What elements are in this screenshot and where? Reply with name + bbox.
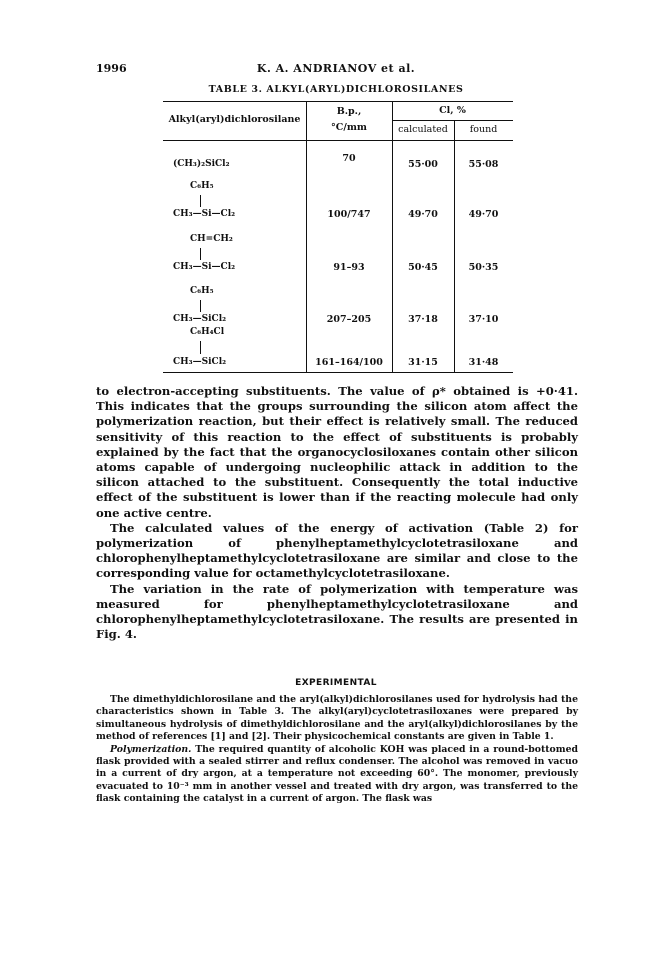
cl-found-value: 49·70 xyxy=(468,209,499,220)
formula-main: CH₃—SiCl₂ xyxy=(173,357,227,367)
cl-calculated-value: 55·00 xyxy=(408,159,438,170)
col-header-found: found xyxy=(469,124,498,135)
cl-found-value: 50·35 xyxy=(468,262,499,273)
formula-bond xyxy=(200,341,201,354)
formula-main: CH₃—SiCl₂ xyxy=(173,314,227,324)
section-heading: EXPERIMENTAL xyxy=(295,678,377,688)
cl-found-value: 31·48 xyxy=(468,357,499,368)
cl-calculated-value: 31·15 xyxy=(408,357,438,368)
body-paragraph: The variation in the rate of polymerization with temperature was measured for phenylheptamethylcyclotetrasiloxane and chlorophenylheptamethylcyclotetrasiloxane. The results are presented in Fig. 4. xyxy=(96,581,578,642)
table-top-rule xyxy=(163,101,513,102)
experimental-paragraph: The dimethyldichlorosilane and the aryl(alkyl)dichlorosilanes used for hydrolysis had the characteristics shown in Table 3. The alkyl(aryl)cyclotetrasiloxanes were prepared by simultaneous hydrolysis of dimethyldichlorosilane and the aryl(alkyl)dichlorosilanes by the method of references [1] and [2]. Their physicochemical constants are given in Table 1. xyxy=(96,694,578,743)
formula-bond xyxy=(200,195,201,207)
table-bottom-rule xyxy=(163,372,513,373)
formula-bond xyxy=(200,248,201,260)
table-col-rule-2 xyxy=(392,101,393,373)
page-header xyxy=(0,62,672,78)
formula-main: CH₃—Si—Cl₂ xyxy=(173,209,236,219)
col-header-bp-line2: °C/mm xyxy=(331,122,367,133)
bp-value: 207–205 xyxy=(326,314,372,325)
formula-substituent: C₆H₄Cl xyxy=(190,327,225,337)
formula-bond xyxy=(200,300,201,312)
formula-main: CH₃—Si—Cl₂ xyxy=(173,262,236,272)
bp-value: 100/747 xyxy=(327,209,371,220)
bp-value: 91–93 xyxy=(333,262,365,273)
body-paragraph: to electron-accepting substituents. The value of ρ* obtained is +0·41. This indicates that the groups surrounding the silicon atom affect the polymerization reaction, but their effect is relatively small. The reduced sensitivity of this reaction to the effect of substituents is probably explained by the fact that the organocyclosiloxanes contain other silicon atoms capable of undergoing nucleophilic attack in addition to the silicon attached to the substituent. Consequently the total inductive effect of the substituent is lower than if the reacting molecule had only one active centre. xyxy=(96,384,578,520)
cl-found-value: 37·10 xyxy=(468,314,499,325)
experimental-paragraph xyxy=(96,744,578,806)
col-header-compound: Alkyl(aryl)dichlorosilane xyxy=(168,114,301,125)
body-text xyxy=(96,384,578,642)
body-paragraph: The calculated values of the energy of activation (Table 2) for polymerization of phenylheptamethylcyclotetrasiloxane and chlorophenylheptamethylcyclotetrasiloxane are similar and close to the corresponding value for octamethylcyclotetrasiloxane. xyxy=(96,520,578,581)
data-table xyxy=(163,101,513,373)
cl-subheader-rule xyxy=(392,120,513,121)
experimental-paragraph-text: The required quantity of alcoholic KOH was placed in a round-bottomed flask provided with a sealed stirrer and reflux condenser. The alcohol was removed in vacuo in a current of dry argon, at a temperature not exceeding 60°. The monomer, previously evacuated to 10⁻³ mm in another vessel and treated with dry argon, was transferred to the flask containing the catalyst in a current of argon. The flask was xyxy=(96,743,578,805)
table-col-rule-3 xyxy=(454,120,455,373)
cl-calculated-value: 50·45 xyxy=(408,262,438,273)
formula-substituent: C₆H₅ xyxy=(190,181,214,191)
col-header-cl: Cl, % xyxy=(439,105,466,116)
formula-main: (CH₃)₂SiCl₂ xyxy=(173,159,230,169)
formula-substituent: CH=CH₂ xyxy=(190,234,233,244)
run-in-heading: Polymerization. xyxy=(110,743,192,755)
bp-value: 161–164/100 xyxy=(315,357,383,368)
table-header-rule xyxy=(163,140,513,141)
cl-calculated-value: 49·70 xyxy=(408,209,438,220)
formula-substituent: C₆H₅ xyxy=(190,286,214,296)
cl-calculated-value: 37·18 xyxy=(408,314,438,325)
cl-found-value: 55·08 xyxy=(468,159,499,170)
col-header-bp-line1: B.p., xyxy=(336,106,362,117)
experimental-text xyxy=(96,694,578,806)
table-col-rule-1 xyxy=(306,101,307,373)
running-head: K. A. ANDRIANOV et al. xyxy=(256,62,416,75)
page-number: 1996 xyxy=(96,62,127,75)
col-header-calculated: calculated xyxy=(398,124,448,135)
table-caption: TABLE 3. ALKYL(ARYL)DICHLOROSILANES xyxy=(208,84,464,95)
bp-value: 70 xyxy=(342,153,356,164)
